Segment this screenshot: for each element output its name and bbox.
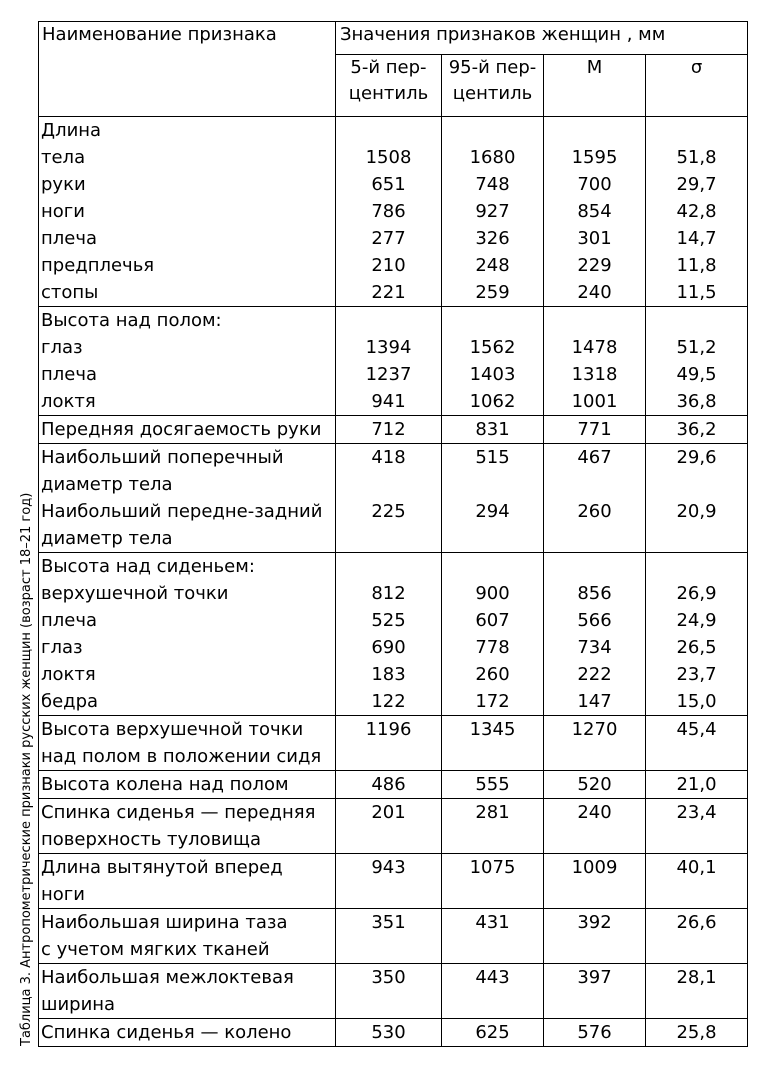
value bbox=[544, 881, 645, 908]
value: 1075 bbox=[469, 857, 516, 878]
value bbox=[442, 991, 543, 1018]
header-mean: M bbox=[544, 55, 646, 117]
value bbox=[646, 553, 747, 580]
feature-name-cell bbox=[39, 416, 336, 444]
table-row bbox=[39, 799, 748, 854]
feature-label: плеча bbox=[41, 610, 98, 631]
value: 147 bbox=[577, 691, 612, 712]
value: 26,5 bbox=[676, 637, 717, 658]
p95-cell bbox=[442, 909, 544, 964]
sigma-cell bbox=[646, 117, 748, 307]
p95-cell bbox=[442, 117, 544, 307]
value: 1508 bbox=[365, 147, 412, 168]
mean-cell bbox=[544, 909, 646, 964]
value bbox=[336, 471, 441, 498]
value: 831 bbox=[475, 419, 510, 440]
value: 11,8 bbox=[676, 255, 717, 276]
p5-cell bbox=[336, 799, 442, 854]
value: 42,8 bbox=[676, 201, 717, 222]
value: 29,6 bbox=[676, 447, 717, 468]
table-row bbox=[39, 854, 748, 909]
header-sigma: σ bbox=[646, 55, 748, 117]
header-values: Значения признаков женщин , мм bbox=[336, 22, 748, 55]
value bbox=[336, 936, 441, 963]
value: 201 bbox=[371, 802, 406, 823]
mean-cell bbox=[544, 553, 646, 716]
value: 1478 bbox=[571, 337, 618, 358]
table-row bbox=[39, 416, 748, 444]
value: 260 bbox=[475, 664, 510, 685]
value bbox=[336, 826, 441, 853]
value bbox=[646, 471, 747, 498]
p95-cell bbox=[442, 716, 544, 771]
value: 515 bbox=[475, 447, 510, 468]
value: 607 bbox=[475, 610, 510, 631]
sigma-cell bbox=[646, 307, 748, 416]
mean-cell bbox=[544, 854, 646, 909]
value: 14,7 bbox=[676, 228, 717, 249]
value bbox=[442, 525, 543, 552]
value: 229 bbox=[577, 255, 612, 276]
value: 1001 bbox=[571, 391, 618, 412]
value: 21,0 bbox=[676, 774, 717, 795]
sigma-cell bbox=[646, 854, 748, 909]
value bbox=[336, 553, 441, 580]
value: 51,2 bbox=[676, 337, 717, 358]
sigma-cell bbox=[646, 771, 748, 799]
p5-cell bbox=[336, 117, 442, 307]
table-row bbox=[39, 716, 748, 771]
feature-label: Наибольший поперечный bbox=[41, 447, 284, 468]
value: 23,4 bbox=[676, 802, 717, 823]
value bbox=[646, 307, 747, 334]
value: 260 bbox=[577, 501, 612, 522]
p95-cell bbox=[442, 307, 544, 416]
feature-label: предплечья bbox=[41, 255, 155, 276]
table-row bbox=[39, 964, 748, 1019]
feature-label: диаметр тела bbox=[41, 474, 173, 495]
value: 172 bbox=[475, 691, 510, 712]
feature-name-cell bbox=[39, 854, 336, 909]
feature-label: руки bbox=[41, 174, 86, 195]
p5-cell bbox=[336, 909, 442, 964]
value: 15,0 bbox=[676, 691, 717, 712]
value bbox=[544, 936, 645, 963]
feature-label: Высота колена над полом bbox=[41, 774, 289, 795]
p5-cell bbox=[336, 854, 442, 909]
sigma-cell bbox=[646, 444, 748, 553]
feature-name-cell bbox=[39, 444, 336, 553]
sigma-cell bbox=[646, 416, 748, 444]
table-row bbox=[39, 444, 748, 553]
value bbox=[442, 553, 543, 580]
feature-label: стопы bbox=[41, 282, 99, 303]
value bbox=[544, 553, 645, 580]
value: 240 bbox=[577, 802, 612, 823]
sigma-cell bbox=[646, 553, 748, 716]
value bbox=[336, 307, 441, 334]
mean-cell bbox=[544, 799, 646, 854]
value bbox=[544, 743, 645, 770]
feature-name-cell bbox=[39, 964, 336, 1019]
value: 431 bbox=[475, 912, 510, 933]
feature-name-cell bbox=[39, 771, 336, 799]
value: 555 bbox=[475, 774, 510, 795]
value: 40,1 bbox=[676, 857, 717, 878]
value bbox=[646, 991, 747, 1018]
value: 397 bbox=[577, 967, 612, 988]
value: 525 bbox=[371, 610, 406, 631]
feature-label: локтя bbox=[41, 664, 96, 685]
mean-cell bbox=[544, 307, 646, 416]
value: 1403 bbox=[469, 364, 516, 385]
value: 530 bbox=[371, 1022, 406, 1043]
feature-name-cell bbox=[39, 553, 336, 716]
table-row bbox=[39, 1019, 748, 1047]
value: 576 bbox=[577, 1022, 612, 1043]
value bbox=[442, 471, 543, 498]
value: 28,1 bbox=[676, 967, 717, 988]
value: 240 bbox=[577, 282, 612, 303]
p95-cell bbox=[442, 771, 544, 799]
feature-name-cell bbox=[39, 307, 336, 416]
value: 1062 bbox=[469, 391, 516, 412]
value: 51,8 bbox=[676, 147, 717, 168]
header-p5: 5-й пер- центиль bbox=[336, 55, 442, 117]
value: 248 bbox=[475, 255, 510, 276]
table-row bbox=[39, 909, 748, 964]
value: 326 bbox=[475, 228, 510, 249]
feature-label: Наибольшая ширина таза bbox=[41, 912, 288, 933]
value: 566 bbox=[577, 610, 612, 631]
value: 1394 bbox=[365, 337, 412, 358]
feature-label: Спинка сиденья — колено bbox=[41, 1022, 292, 1043]
value: 1345 bbox=[469, 719, 516, 740]
value bbox=[336, 743, 441, 770]
mean-cell bbox=[544, 771, 646, 799]
value bbox=[442, 936, 543, 963]
value: 225 bbox=[371, 501, 406, 522]
value: 294 bbox=[475, 501, 510, 522]
value: 222 bbox=[577, 664, 612, 685]
value: 221 bbox=[371, 282, 406, 303]
value: 927 bbox=[475, 201, 510, 222]
table-body bbox=[39, 117, 748, 1047]
value: 625 bbox=[475, 1022, 510, 1043]
feature-label: Высота над полом: bbox=[41, 310, 222, 331]
p5-cell bbox=[336, 716, 442, 771]
value: 301 bbox=[577, 228, 612, 249]
value bbox=[442, 117, 543, 144]
feature-label: Наибольший передне-задний bbox=[41, 501, 323, 522]
mean-cell bbox=[544, 117, 646, 307]
value: 651 bbox=[371, 174, 406, 195]
feature-label: глаз bbox=[41, 637, 83, 658]
p5-cell bbox=[336, 307, 442, 416]
feature-label: Высота верхушечной точки bbox=[41, 719, 304, 740]
anthropometric-table bbox=[38, 21, 748, 1047]
mean-cell bbox=[544, 1019, 646, 1047]
value: 1196 bbox=[365, 719, 412, 740]
value bbox=[336, 881, 441, 908]
feature-label: Наибольшая межлоктевая bbox=[41, 967, 294, 988]
value bbox=[544, 525, 645, 552]
value: 700 bbox=[577, 174, 612, 195]
p95-cell bbox=[442, 1019, 544, 1047]
mean-cell bbox=[544, 416, 646, 444]
value: 26,9 bbox=[676, 583, 717, 604]
value: 748 bbox=[475, 174, 510, 195]
mean-cell bbox=[544, 716, 646, 771]
value: 29,7 bbox=[676, 174, 717, 195]
value: 350 bbox=[371, 967, 406, 988]
value bbox=[646, 881, 747, 908]
value: 467 bbox=[577, 447, 612, 468]
value bbox=[646, 525, 747, 552]
value bbox=[544, 471, 645, 498]
value bbox=[544, 991, 645, 1018]
table-row bbox=[39, 307, 748, 416]
value: 210 bbox=[371, 255, 406, 276]
value bbox=[646, 743, 747, 770]
feature-label: над полом в положении сидя bbox=[41, 746, 322, 767]
value: 771 bbox=[577, 419, 612, 440]
p95-cell bbox=[442, 964, 544, 1019]
table-caption: Таблица 3. Антропометрические признаки русских женщин (возраст 18–21 год) bbox=[19, 492, 34, 1046]
p5-cell bbox=[336, 964, 442, 1019]
value: 900 bbox=[475, 583, 510, 604]
value: 24,9 bbox=[676, 610, 717, 631]
feature-name-cell bbox=[39, 799, 336, 854]
value: 943 bbox=[371, 857, 406, 878]
p5-cell bbox=[336, 416, 442, 444]
value: 856 bbox=[577, 583, 612, 604]
value: 941 bbox=[371, 391, 406, 412]
value bbox=[646, 826, 747, 853]
value: 36,2 bbox=[676, 419, 717, 440]
value: 36,8 bbox=[676, 391, 717, 412]
value: 854 bbox=[577, 201, 612, 222]
value: 690 bbox=[371, 637, 406, 658]
value: 812 bbox=[371, 583, 406, 604]
value: 183 bbox=[371, 664, 406, 685]
value: 49,5 bbox=[676, 364, 717, 385]
value: 778 bbox=[475, 637, 510, 658]
value: 1562 bbox=[469, 337, 516, 358]
feature-label: ноги bbox=[41, 201, 85, 222]
feature-label: с учетом мягких тканей bbox=[41, 939, 270, 960]
header-p95: 95-й пер- центиль bbox=[442, 55, 544, 117]
feature-name-cell bbox=[39, 1019, 336, 1047]
feature-label: диаметр тела bbox=[41, 528, 173, 549]
feature-label: Спинка сиденья — передняя bbox=[41, 802, 316, 823]
value bbox=[336, 525, 441, 552]
header-name: Наименование признака bbox=[39, 22, 336, 117]
feature-label: глаз bbox=[41, 337, 83, 358]
feature-label: ноги bbox=[41, 884, 85, 905]
feature-label: плеча bbox=[41, 364, 98, 385]
value: 1270 bbox=[571, 719, 618, 740]
mean-cell bbox=[544, 964, 646, 1019]
p5-cell bbox=[336, 553, 442, 716]
feature-label: Передняя досягаемость руки bbox=[41, 419, 322, 440]
feature-label: поверхность туловища bbox=[41, 829, 261, 850]
feature-label: ширина bbox=[41, 994, 116, 1015]
value: 23,7 bbox=[676, 664, 717, 685]
p95-cell bbox=[442, 553, 544, 716]
value: 486 bbox=[371, 774, 406, 795]
value bbox=[544, 307, 645, 334]
value: 520 bbox=[577, 774, 612, 795]
p95-cell bbox=[442, 416, 544, 444]
sigma-cell bbox=[646, 909, 748, 964]
feature-label: Длина вытянутой вперед bbox=[41, 857, 283, 878]
feature-label: Длина bbox=[41, 120, 102, 141]
value bbox=[336, 991, 441, 1018]
value: 1680 bbox=[469, 147, 516, 168]
value: 1595 bbox=[571, 147, 618, 168]
value bbox=[442, 307, 543, 334]
value: 26,6 bbox=[676, 912, 717, 933]
value: 786 bbox=[371, 201, 406, 222]
p5-cell bbox=[336, 771, 442, 799]
value: 712 bbox=[371, 419, 406, 440]
sigma-cell bbox=[646, 799, 748, 854]
value: 734 bbox=[577, 637, 612, 658]
feature-name-cell bbox=[39, 716, 336, 771]
sigma-cell bbox=[646, 1019, 748, 1047]
value: 259 bbox=[475, 282, 510, 303]
value: 25,8 bbox=[676, 1022, 717, 1043]
p5-cell bbox=[336, 1019, 442, 1047]
value bbox=[544, 826, 645, 853]
value: 20,9 bbox=[676, 501, 717, 522]
feature-label: Высота над сиденьем: bbox=[41, 556, 255, 577]
value: 443 bbox=[475, 967, 510, 988]
sigma-cell bbox=[646, 964, 748, 1019]
p95-cell bbox=[442, 799, 544, 854]
value: 1009 bbox=[571, 857, 618, 878]
feature-label: плеча bbox=[41, 228, 98, 249]
feature-name-cell bbox=[39, 909, 336, 964]
value bbox=[336, 117, 441, 144]
feature-label: локтя bbox=[41, 391, 96, 412]
value: 45,4 bbox=[676, 719, 717, 740]
table-row bbox=[39, 553, 748, 716]
value: 1237 bbox=[365, 364, 412, 385]
feature-label: бедра bbox=[41, 691, 99, 712]
table-row bbox=[39, 117, 748, 307]
p95-cell bbox=[442, 444, 544, 553]
p5-cell bbox=[336, 444, 442, 553]
sigma-cell bbox=[646, 716, 748, 771]
value: 392 bbox=[577, 912, 612, 933]
value: 281 bbox=[475, 802, 510, 823]
feature-label: верхушечной точки bbox=[41, 583, 229, 604]
value: 351 bbox=[371, 912, 406, 933]
p95-cell bbox=[442, 854, 544, 909]
value: 277 bbox=[371, 228, 406, 249]
value bbox=[544, 117, 645, 144]
value bbox=[442, 826, 543, 853]
value: 11,5 bbox=[676, 282, 717, 303]
feature-name-cell bbox=[39, 117, 336, 307]
value: 418 bbox=[371, 447, 406, 468]
value bbox=[442, 743, 543, 770]
value: 1318 bbox=[571, 364, 618, 385]
mean-cell bbox=[544, 444, 646, 553]
value bbox=[646, 117, 747, 144]
feature-label: тела bbox=[41, 147, 86, 168]
value: 122 bbox=[371, 691, 406, 712]
value bbox=[442, 881, 543, 908]
value bbox=[646, 936, 747, 963]
table-row bbox=[39, 771, 748, 799]
